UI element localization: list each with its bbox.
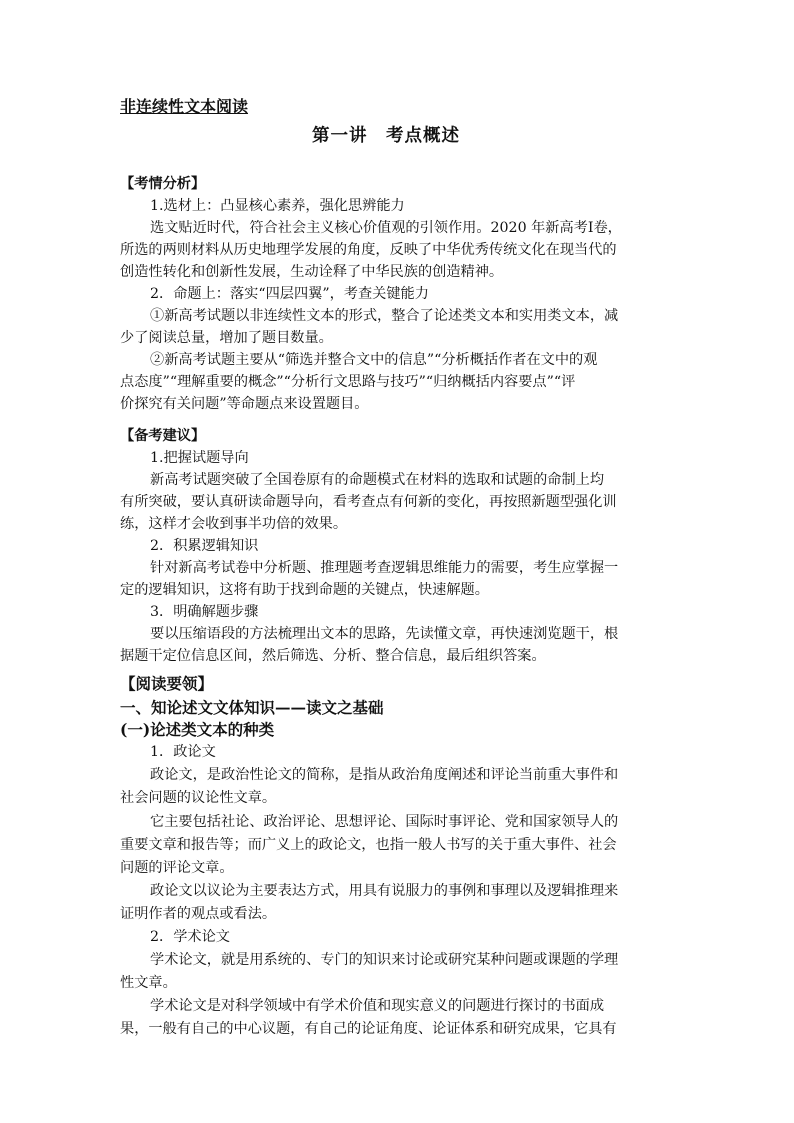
suggestion-line: 3．明确解题步骤 bbox=[150, 604, 259, 620]
suggestion-line: 要以压缩语段的方法梳理出文本的思路，先读懂文章，再快速浏览题干，根 bbox=[150, 626, 619, 642]
section-heading-2: (一)论述类文本的种类 bbox=[120, 720, 275, 739]
essentials-line: 它主要包括社论、政治评论、思想评论、国际时事评论、党和国家领导人的 bbox=[150, 814, 619, 830]
analysis-line: ②新高考试题主要从“筛选并整合文中的信息”“分析概括作者在文中的观 bbox=[150, 352, 598, 368]
suggestion-line: 新高考试题突破了全国卷原有的命题模式在材料的选取和试题的命制上均 bbox=[150, 472, 605, 488]
essentials-line: 政论文以议论为主要表达方式，用具有说服力的事例和事理以及逻辑推理来 bbox=[150, 883, 619, 899]
analysis-line: 2．命题上：落实“四层四翼”，考查关键能力 bbox=[150, 286, 429, 302]
suggestion-line: 定的逻辑知识，这将有助于找到命题的关键点，快速解题。 bbox=[120, 582, 489, 598]
analysis-line: 少了阅读总量，增加了题目数量。 bbox=[120, 330, 333, 346]
suggestion-line: 1.把握试题导向 bbox=[150, 450, 249, 466]
essentials-line: 问题的评论文章。 bbox=[120, 860, 234, 876]
topic-title: 非连续性文本阅读 bbox=[120, 97, 249, 116]
essentials-line: 证明作者的观点或看法。 bbox=[120, 906, 277, 922]
analysis-line: 点态度”“理解重要的概念”“分析行文思路与技巧”“归纳概括内容要点”“评 bbox=[120, 374, 576, 390]
suggestion-line: 2．积累逻辑知识 bbox=[150, 538, 259, 554]
analysis-line: 创造性转化和创新性发展，生动诠释了中华民族的创造精神。 bbox=[120, 264, 504, 280]
essentials-line: 1．政论文 bbox=[150, 744, 216, 760]
essentials-line: 学术论文是对科学领域中有学术价值和现实意义的问题进行探讨的书面成 bbox=[150, 998, 605, 1014]
lecture-title: 第一讲 考点概述 bbox=[312, 126, 460, 146]
essentials-line: 重要文章和报告等；而广义上的政论文，也指一般人书写的关于重大事件、社会 bbox=[120, 837, 617, 853]
suggestion-line: 有所突破，要认真研读命题导向，看考查点有何新的变化，再按照新题型强化训 bbox=[120, 494, 617, 510]
analysis-line: ①新高考试题以非连续性文本的形式，整合了论述类文本和实用类文本，减 bbox=[150, 308, 619, 324]
suggestion-heading: 【备考建议】 bbox=[120, 428, 206, 444]
suggestion-line: 练，这样才会收到事半功倍的效果。 bbox=[120, 516, 348, 532]
essentials-heading: 【阅读要领】 bbox=[120, 674, 214, 693]
analysis-line: 价探究有关问题”等命题点来设置题目。 bbox=[120, 396, 369, 412]
essentials-line: 政论文，是政治性论文的简称，是指从政治角度阐述和评论当前重大事件和 bbox=[150, 767, 619, 783]
suggestion-line: 针对新高考试卷中分析题、推理题考查逻辑思维能力的需要，考生应掌握一 bbox=[150, 560, 619, 576]
analysis-heading: 【考情分析】 bbox=[120, 176, 206, 192]
essentials-line: 2．学术论文 bbox=[150, 929, 230, 945]
essentials-line: 果，一般有自己的中心议题，有自己的论证角度、论证体系和研究成果，它具有 bbox=[120, 1021, 617, 1037]
suggestion-line: 据题干定位信息区间，然后筛选、分析、整合信息，最后组织答案。 bbox=[120, 648, 546, 664]
essentials-line: 性文章。 bbox=[120, 975, 177, 991]
section-heading-1: 一、知论述文文体知识——读文之基础 bbox=[120, 698, 384, 717]
essentials-line: 学术论文，就是用系统的、专门的知识来讨论或研究某种问题或课题的学理 bbox=[150, 952, 619, 968]
essentials-line: 社会问题的议论性文章。 bbox=[120, 790, 277, 806]
analysis-line: 1.选材上：凸显核心素养，强化思辨能力 bbox=[150, 198, 405, 214]
analysis-line: 选文贴近时代，符合社会主义核心价值观的引领作用。2020 年新高考Ⅰ卷， bbox=[150, 220, 622, 236]
analysis-line: 所选的两则材料从历史地理学发展的角度，反映了中华优秀传统文化在现当代的 bbox=[120, 242, 617, 258]
